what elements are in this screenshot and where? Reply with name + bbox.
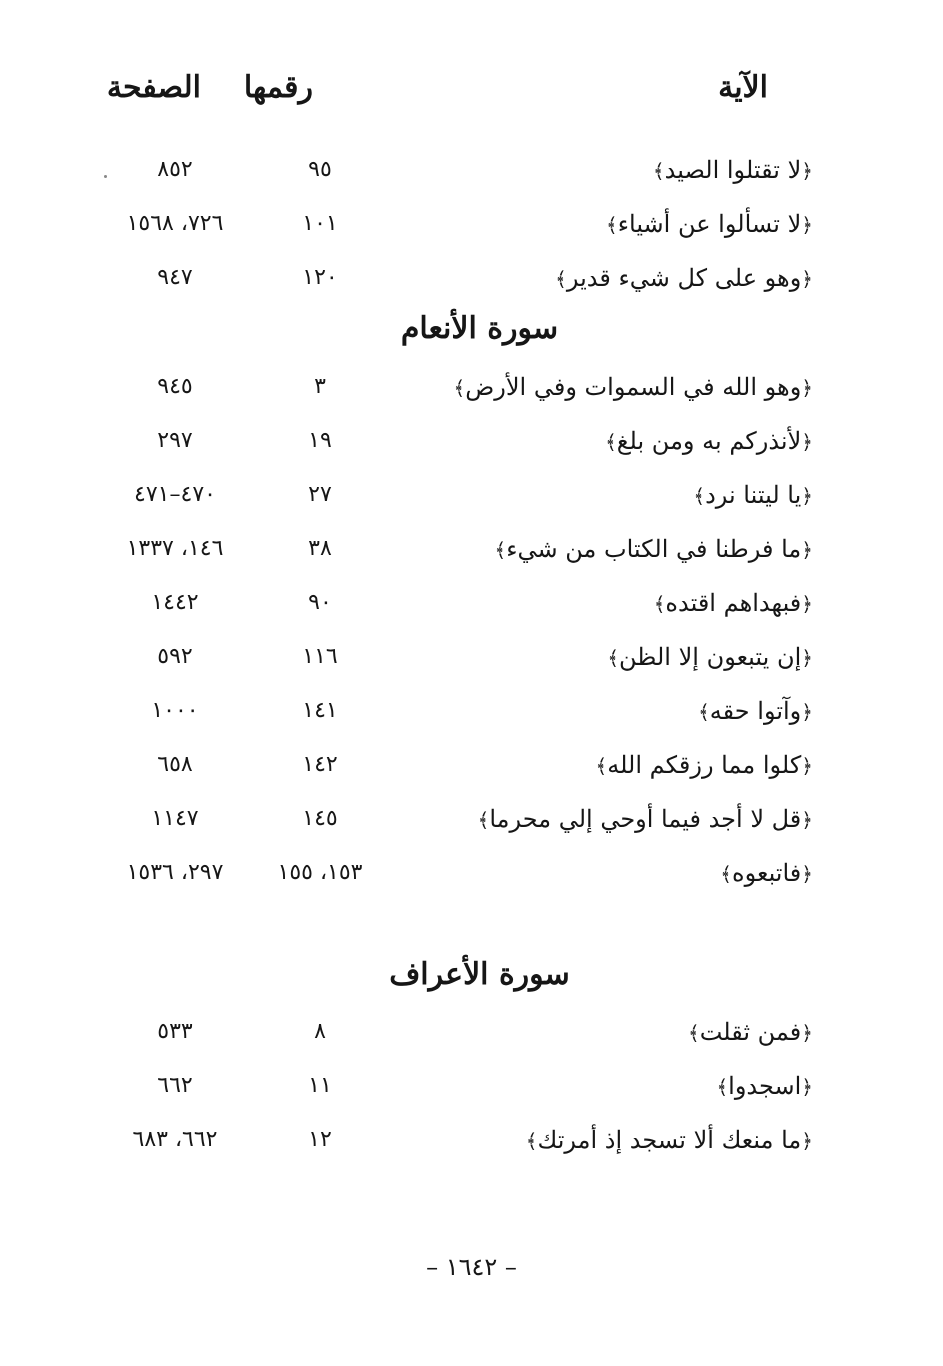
table-row [0, 745, 943, 785]
verse-label: فاتبعوه [732, 859, 802, 887]
page-reference: ٩٤٥ [157, 374, 193, 399]
page-reference: ٥٣٣ [157, 1019, 193, 1044]
verse-number: ١٢ [308, 1127, 332, 1152]
ornament-close-icon: ﴾ [595, 754, 608, 778]
ornament-close-icon: ﴾ [494, 538, 507, 562]
table-row [0, 367, 943, 407]
verse-label: كلوا مما رزقكم الله [607, 751, 802, 779]
surah-heading-anam: سورة الأنعام [400, 311, 559, 346]
table-row [0, 1120, 943, 1160]
ornament-open-icon: ﴿ [801, 1075, 813, 1099]
verse-label: فمن ثقلت [699, 1018, 802, 1046]
ornament-open-icon: ﴿ [801, 376, 813, 400]
page-reference: ٥٩٢ [157, 644, 193, 669]
verse-label: وهو الله في السموات وفي الأرض [465, 373, 802, 401]
ornament-open-icon: ﴿ [801, 538, 813, 562]
page-reference: ١٤٤٢ [151, 590, 199, 615]
verse-number: ١٠١ [302, 211, 338, 236]
verse-number: ١٤٢ [302, 752, 338, 777]
verse-number: ٩٠ [308, 590, 332, 615]
verse-label: قل لا أجد فيما أوحي إلي محرما [489, 805, 802, 833]
column-header-number: رقمها [243, 70, 313, 105]
page-reference: ٧٢٦، ١٥٦٨ [126, 211, 224, 236]
page-reference: ٢٩٧، ١٥٣٦ [126, 860, 224, 885]
table-row [0, 475, 943, 515]
verse-text [494, 529, 813, 569]
ornament-close-icon: ﴾ [698, 700, 710, 724]
ornament-open-icon: ﴿ [801, 1129, 813, 1153]
table-row [0, 529, 943, 569]
ornament-close-icon: ﴾ [716, 1075, 729, 1099]
verse-label: لا تسألوا عن أشياء [617, 210, 802, 238]
ornament-close-icon: ﴾ [453, 376, 466, 400]
verse-text [607, 637, 813, 677]
page-reference: ٦٦٢ [157, 1073, 193, 1098]
surah-heading-araf: سورة الأعراف [389, 957, 570, 992]
verse-number: ١٢٠ [302, 265, 338, 290]
verse-text [654, 583, 813, 623]
ornament-open-icon: ﴿ [801, 159, 813, 183]
verse-text [693, 475, 813, 515]
page-number: – ١٦٤٢ – [426, 1253, 517, 1281]
ornament-open-icon: ﴿ [801, 430, 813, 454]
table-row [0, 204, 943, 244]
page-reference: ٨٥٢ [157, 157, 193, 182]
table-row [0, 799, 943, 839]
table-row [0, 1066, 943, 1106]
ornament-open-icon: ﴿ [801, 646, 813, 670]
verse-text [716, 1066, 813, 1106]
ornament-close-icon: ﴾ [653, 592, 666, 616]
ornament-close-icon: ﴾ [693, 484, 706, 508]
page-reference: ٤٧٠–٤٧١ [134, 482, 216, 507]
table-row [0, 637, 943, 677]
ornament-open-icon: ﴿ [801, 592, 813, 616]
verse-number: ١٤٥ [302, 806, 338, 831]
ornament-close-icon: ﴾ [555, 267, 567, 291]
verse-number: ١٤١ [302, 698, 338, 723]
verse-text [606, 204, 813, 244]
ornament-open-icon: ﴿ [801, 1021, 813, 1045]
table-row [0, 1012, 943, 1052]
table-row [0, 691, 943, 731]
page-reference: ١٠٠٠ [151, 698, 199, 723]
verse-number: ١٥٣، ١٥٥ [277, 860, 363, 885]
table-row [0, 853, 943, 893]
verse-label: لا تقتلوا الصيد [664, 156, 802, 184]
page-reference: ٩٤٧ [157, 265, 193, 290]
verse-text [653, 150, 813, 190]
verse-text [698, 691, 813, 731]
verse-label: وآتوا حقه [709, 697, 802, 725]
page-reference: ٦٥٨ [157, 752, 193, 777]
ornament-close-icon: ﴾ [607, 646, 620, 670]
ornament-open-icon: ﴿ [801, 484, 813, 508]
ornament-open-icon: ﴿ [801, 808, 813, 832]
ornament-open-icon: ﴿ [801, 700, 813, 724]
verse-text [478, 799, 813, 839]
ornament-close-icon: ﴾ [720, 862, 733, 886]
verse-label: فبهداهم اقتده [665, 589, 802, 617]
verse-number: ٢٧ [308, 482, 332, 507]
verse-label: إن يتبعون إلا الظن [619, 643, 802, 671]
table-row [0, 421, 943, 461]
verse-number: ١٩ [308, 428, 332, 453]
ornament-open-icon: ﴿ [801, 267, 813, 291]
page-reference: ١٤٦، ١٣٣٧ [126, 536, 224, 561]
verse-number: ٩٥ [308, 157, 332, 182]
verse-label: ما فرطنا في الكتاب من شيء [506, 535, 802, 563]
verse-text [454, 367, 813, 407]
ornament-open-icon: ﴿ [801, 862, 813, 886]
verse-number: ٣ [314, 374, 326, 399]
verse-text [688, 1012, 813, 1052]
ornament-close-icon: ﴾ [606, 213, 618, 237]
verse-label: ما منعك ألا تسجد إذ أمرتك [537, 1126, 802, 1154]
verse-label: يا ليتنا نرد [705, 481, 802, 509]
verse-text [555, 258, 813, 298]
verse-text [605, 421, 813, 461]
verse-text [596, 745, 813, 785]
page-reference: ٢٩٧ [157, 428, 193, 453]
page-reference: ٦٦٢، ٦٨٣ [132, 1127, 218, 1152]
ornament-close-icon: ﴾ [652, 159, 665, 183]
verse-text [526, 1120, 813, 1160]
table-row [0, 258, 943, 298]
ornament-close-icon: ﴾ [687, 1021, 700, 1045]
verse-number: ١١٦ [302, 644, 338, 669]
verse-number: ٨ [314, 1019, 326, 1044]
ornament-open-icon: ﴿ [801, 213, 813, 237]
column-header-verse: الآية [718, 70, 768, 105]
verse-number: ١١ [308, 1073, 332, 1098]
ornament-close-icon: ﴾ [477, 808, 490, 832]
verse-label: وهو على كل شيء قدير [566, 264, 802, 292]
verse-label: لأنذركم به ومن بلغ [616, 427, 802, 455]
ornament-close-icon: ﴾ [525, 1129, 538, 1153]
page-reference: ١١٤٧ [151, 806, 199, 831]
table-row [0, 583, 943, 623]
column-header-page: الصفحة [106, 70, 201, 105]
ornament-open-icon: ﴿ [801, 754, 813, 778]
ornament-close-icon: ﴾ [605, 430, 617, 454]
table-row [0, 150, 943, 190]
verse-text [720, 853, 813, 893]
verse-label: اسجدوا [728, 1072, 802, 1100]
verse-number: ٣٨ [308, 536, 332, 561]
